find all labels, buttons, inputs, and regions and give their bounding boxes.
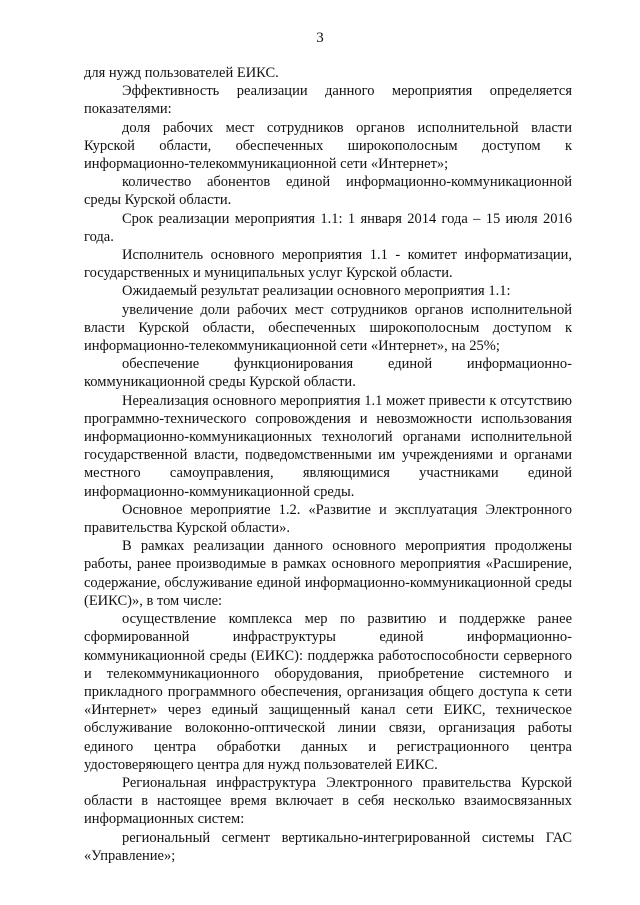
paragraph-executor: Исполнитель основного мероприятия 1.1 - комитет информатизации, государственных и муниципальных услуг Курской области.: [84, 247, 572, 282]
paragraph-continuation: для нужд пользователей ЕИКС.: [84, 65, 279, 81]
page-number: 3: [316, 30, 324, 46]
paragraph-regional-infrastructure: Региональная инфраструктура Электронного правительства Курской области в настоящее время включает в себя несколько взаимосвязанных информационных систем:: [84, 774, 572, 828]
paragraph-indicator-subscribers: количество абонентов единой информационно-коммуникационной среды Курской области.: [84, 174, 572, 209]
paragraph-result-functioning: обеспечение функционирования единой информационно-коммуникационной среды Курской области.: [84, 356, 572, 391]
paragraph-effectiveness: Эффективность реализации данного мероприятия определяется показателями:: [84, 83, 572, 118]
body-text: [84, 64, 572, 865]
paragraph-infrastructure-support: осуществление комплекса мер по развитию и поддержке ранее сформированной инфраструктуры единой информационно-коммуникационной среды (ЕИКС): поддержка работоспособности серверного и телекоммуникационного оборудования, приобретение системного и прикладного программного обеспечения, организация общего доступа к сети «Интернет» через единый защищенный канал сети ЕИКС, техническое обслуживание волоконно-оптической линии связи, организация работы единого центра обработки данных и регистрационного центра удостоверяющего центра для нужд пользователей ЕИКС.: [84, 611, 572, 773]
paragraph-non-implementation: Нереализация основного мероприятия 1.1 может привести к отсутствию программно-технического сопровождения и невозможности использования информационно-коммуникационных технологий органами исполнительной государственной власти, подведомственными им учреждениями и органами местного самоуправления, являющимися участниками единой информационно-коммуникационной среды.: [84, 392, 572, 500]
paragraph-result-workplaces: увеличение доли рабочих мест сотрудников органов исполнительной власти Курской области, обеспеченных широкополосным доступом к информационно-телекоммуникационной сети «Интернет», на 25%;: [84, 301, 572, 355]
paragraph-deadline: Срок реализации мероприятия 1.1: 1 января 2014 года – 15 июля 2016 года.: [84, 210, 572, 245]
paragraph-expected-result: Ожидаемый результат реализации основного мероприятия 1.1:: [122, 283, 511, 300]
paragraph-measure-1-2: Основное мероприятие 1.2. «Развитие и эксплуатация Электронного правительства Курской области».: [84, 501, 572, 537]
paragraph-works-continued: В рамках реализации данного основного мероприятия продолжены работы, ранее производимые в рамках основного мероприятия «Расширение, содержание, обслуживание единой информационно-коммуникационной среды (ЕИКС)», в том числе:: [84, 538, 572, 609]
paragraph-indicator-workplaces: доля рабочих мест сотрудников органов исполнительной власти Курской области, обеспеченных широкополосным доступом к информационно-телекоммуникационной сети «Интернет»;: [84, 119, 572, 173]
paragraph-gas-segment: региональный сегмент вертикально-интегрированной системы ГАС «Управление»;: [84, 829, 572, 864]
